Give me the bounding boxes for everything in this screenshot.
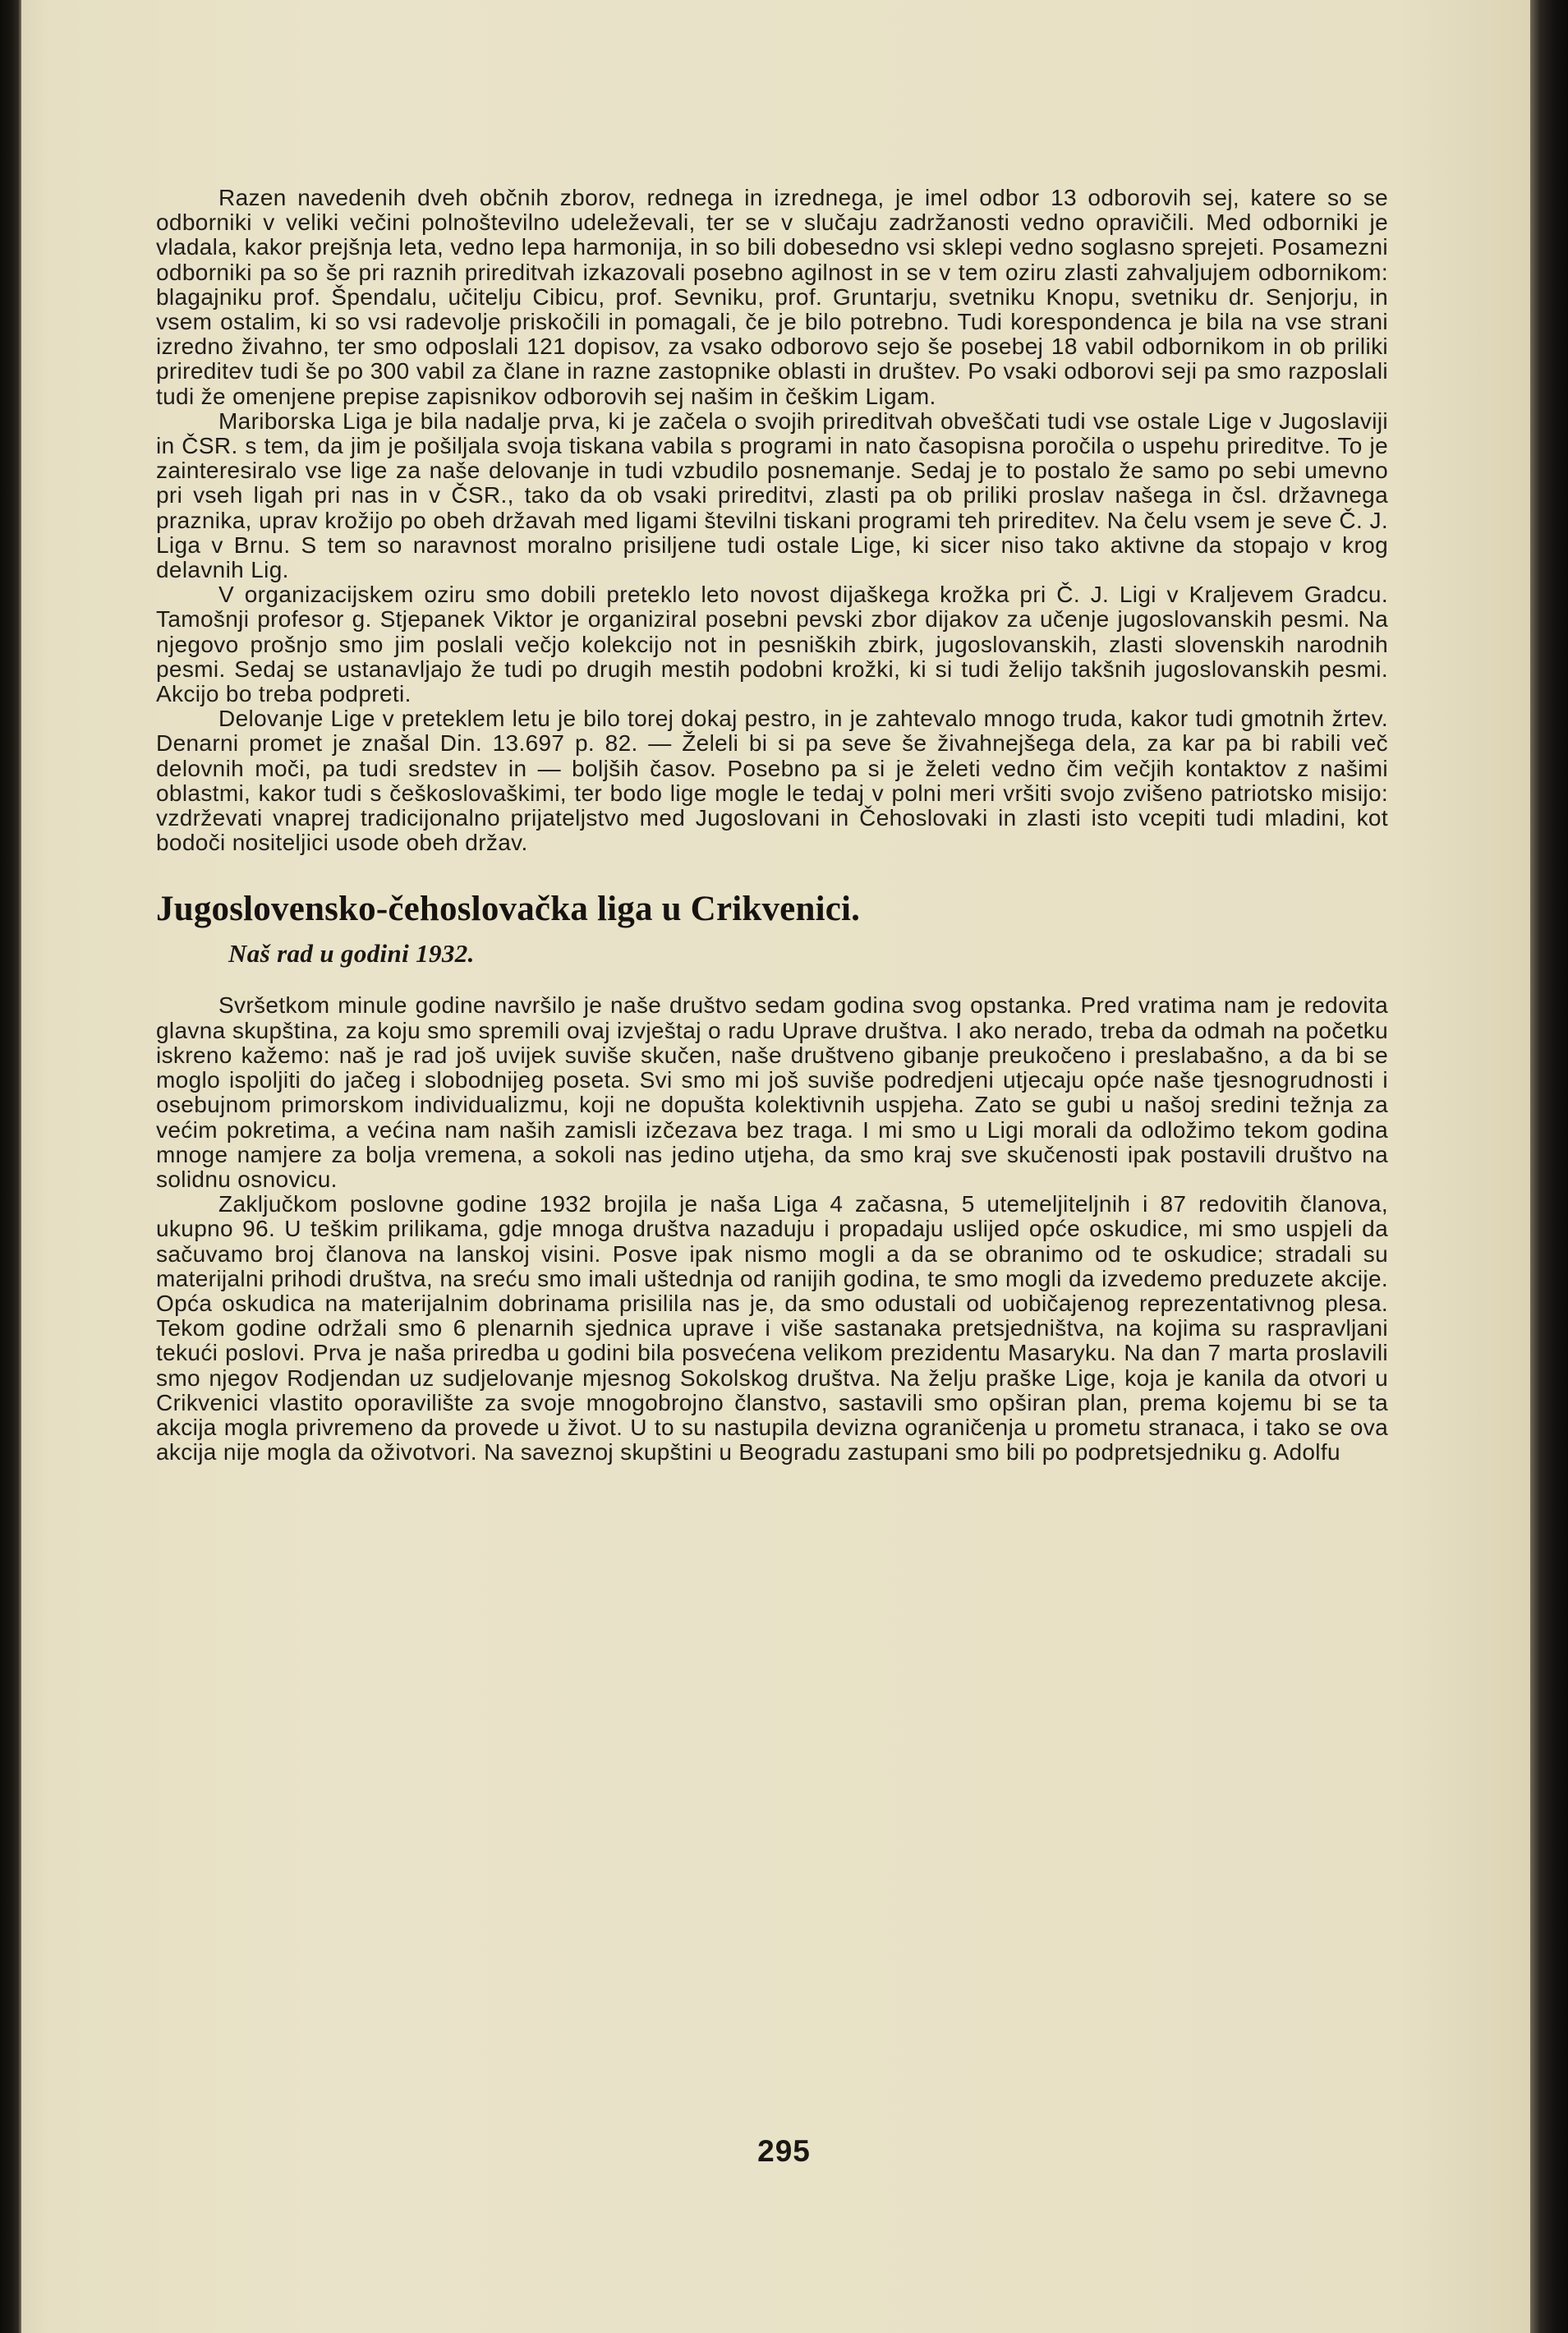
section-subheading: Naš rad u godini 1932.: [228, 939, 475, 969]
section-heading: Jugoslovensko-čehoslovačka liga u Crikvenici.: [156, 890, 861, 929]
page-number: 295: [757, 2134, 811, 2168]
paragraph: Mariborska Liga je bila nadalje prva, ki je začela o svojih prireditvah obveščati tudi vse ostale Lige v Jugoslaviji in ČSR. s tem, da jim je pošiljala svoja tiskana vabila s programi in nato časopisna poročila o uspehu prireditve. To je zainteresiralo vse lige za naše delovanje in tudi vzbudilo posnemanje. Sedaj je to postalo že samo po sebi umevno pri vseh ligah pri nas in v ČSR., tako da ob vsaki prireditvi, zlasti pa ob priliki proslav našega in čsl. državnega praznika, uprav krožijo po obeh državah med ligami številni tiskani programi teh prireditev. Na čelu vsem je seve Č. J. Liga v Brnu. S tem so naravnost moralno prisiljene tudi ostale Lige, ki sicer niso tako aktivne da stopajo v krog delavnih Lig.: [156, 407, 1388, 583]
paragraph: Delovanje Lige v preteklem letu je bilo torej dokaj pestro, in je zahtevalo mnogo truda, kakor tudi gmotnih žrtev. Denarni promet je znašal Din. 13.697 p. 82. — Želeli bi si pa seve še živahnejšega dela, za kar pa bi rabili več delovnih moči, pa tudi sredstev in — boljših časov. Posebno pa si je želeti vedno čim večjih kontaktov z našimi oblastmi, kakor tudi s češkoslovaškimi, ter bodo lige mogle le tedaj v polni meri vršiti svojo zvišeno patriotsko misijo: vzdrževati vnaprej tradicijonalno prijateljstvo med Jugoslovani in Čehoslovaki in zlasti isto vcepiti tudi mladini, kot bodoči nositeljici usode obeh držav.: [156, 706, 1388, 856]
paragraph: V organizacijskem oziru smo dobili preteklo leto novost dijaškega krožka pri Č. J. Ligi v Kraljevem Gradcu. Tamošnji profesor g. Stjepanek Viktor je organiziral posebni pevski zbor dijakov za učenje jugoslovanskih pesmi. Na njegovo prošnjo smo jim poslali večjo kolekcijo not in pesniških zbirk, jugoslovanskih, zlasti slovenskih narodnih pesmi. Sedaj se ustanavljajo že tudi po drugih mestih podobni krožki, ki si tudi želijo takšnih jugoslovanskih pesmi. Akcijo bo treba podpreti.: [156, 582, 1388, 707]
page-body: [156, 186, 1388, 1465]
binding-shadow: [0, 0, 21, 2333]
paragraph: Razen navedenih dveh občnih zborov, rednega in izrednega, je imel odbor 13 odborovih sej, katere so se odborniki v veliki večini polnoštevilno udeleževali, ter se v slučaju zadržanosti vedno opravičili. Med odborniki je vladala, kakor prejšnja leta, vedno lepa harmonija, in so bili dobesedno vsi sklepi vedno soglasno sprejeti. Posamezni odborniki pa so še pri raznih prireditvah izkazovali posebno agilnost in se v tem oziru zlasti zahvaljujem odbornikom: blagajniku prof. Špendalu, učitelju Cibicu, prof. Sevniku, prof. Gruntarju, svetniku Knopu, svetniku dr. Senjorju, in vsem ostalim, ki so vsi radevolje priskočili in pomagali, če je bilo potrebno. Tudi korespondenca je bila na vse strani izredno živahno, ter smo odposlali 121 dopisov, za vsako odborovo sejo še posebej 18 vabil odbornikom in ob priliki prireditev tudi še po 300 vabil za člane in razne zastopnike oblasti in društev. Po vsaki odborovi seji pa smo razposlali tudi že omenjene prepise zapisnikov odborovih sej našim in češkim Ligam.: [156, 185, 1388, 409]
page-edge-shadow: [1530, 0, 1568, 2333]
paragraph: Zaključkom poslovne godine 1932 brojila je naša Liga 4 začasna, 5 utemeljiteljnih i 87 redovitih članova, ukupno 96. U teškim prilikama, gdje mnoga društva nazaduju i propadaju uslijed opće oskudice, mi smo uspjeli da sačuvamo broj članova na lanskoj visini. Posve ipak nismo mogli a da se obranimo od te oskudice; stradali su materijalni prihodi društva, na sreću smo imali uštednja od ranijih godina, te smo mogli da izvedemo preduzete akcije. Opća oskudica na materijalnim dobrinama prisilila nas je, da smo odustali od uobičajenog reprezentativnog plesa. Tekom godine održali smo 6 plenarnih sjednica uprave i više sastanaka pretsjedništva, na kojima su raspravljani tekući poslovi. Prva je naša priredba u godini bila posvećena velikom prezidentu Masaryku. Na dan 7 marta proslavili smo njegov Rodjendan uz sudjelovanje mjesnog Sokolskog društva. Na želju praške Lige, koja je kanila da otvori u Crikvenici vlastito oporavilište za svoje mnogobrojno članstvo, sastavili smo opširan plan, prema kojemu bi se ta akcija mogla privremeno da provede u život. U to su nastupila devizna ograničenja u prometu stranaca, i tako se ova akcija nije mogla da oživotvori. Na saveznoj skupštini u Beogradu zastupani smo bili po podpretsjedniku g. Adolfu: [156, 1191, 1388, 1466]
paragraph: Svršetkom minule godine navršilo je naše društvo sedam godina svog opstanka. Pred vratima nam je redovita glavna skupština, za koju smo spremili ovaj izvještaj o radu Uprave društva. I ako nerado, treba da odmah na početku iskreno kažemo: naš je rad još uvijek suviše skučen, naše društveno gibanje preukočeno i preslabašno, a da bi se moglo ispoljiti do jačeg i slobodnijeg poseta. Svi smo mi još suviše podredjeni utjecaju opće naše tjesnogrudnosti i osebujnom primorskom individualizmu, koji ne dopušta kolektivnih uspjeha. Zato se gubi u našoj sredini težnja za većim pokretima, a većina nam naših zamisli izčezava bez traga. I mi smo u Ligi morali da odložimo tekom godina mnoge namjere za bolja vremena, a sokoli nas jedino utjeha, da smo kraj sve skučenosti ipak postavili društvo na solidnu osnovicu.: [156, 992, 1388, 1192]
